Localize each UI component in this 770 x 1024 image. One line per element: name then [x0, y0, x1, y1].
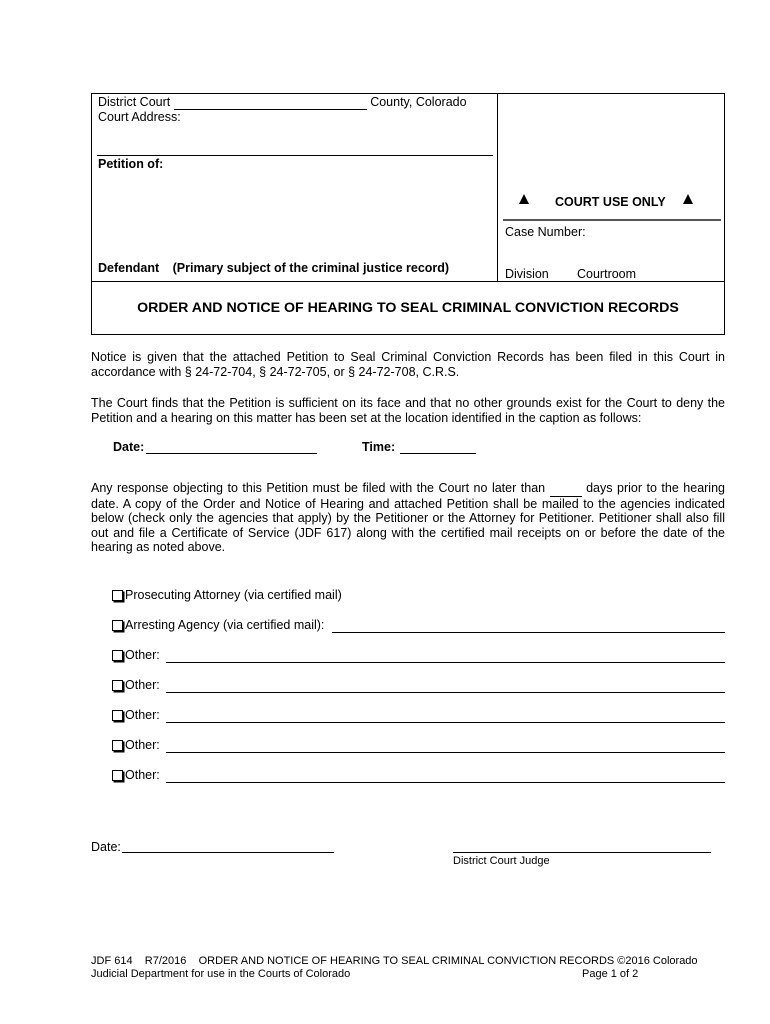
checklist-label: Other: — [125, 678, 160, 692]
other-field-1[interactable] — [166, 662, 725, 663]
arresting-agency-field[interactable] — [332, 632, 725, 633]
signature-date-label: Date: — [91, 840, 121, 854]
other-field-5[interactable] — [166, 782, 725, 783]
courtroom-label: Courtroom — [577, 267, 637, 281]
county-label: County, Colorado — [370, 95, 467, 109]
days-field[interactable] — [550, 481, 582, 497]
case-number-label: Case Number: — [505, 225, 586, 239]
caption-divider — [497, 93, 498, 281]
checklist-label: Other: — [125, 648, 160, 662]
district-court-line — [98, 95, 467, 110]
defendant-note: (Primary subject of the criminal justice record) — [172, 261, 450, 275]
paragraph-findings: The Court finds that the Petition is sufficient on its face and that no other grounds exist for the Court to deny the Petition and a hearing on this matter has been set at the location identified in the caption as follows: — [91, 396, 725, 425]
checklist-label: Other: — [125, 738, 160, 752]
response-text-a: Any response objecting to this Petition must be filed with the Court no later than — [91, 481, 546, 495]
court-address-field[interactable] — [97, 155, 493, 156]
county-field[interactable] — [174, 95, 367, 110]
checklist-label: Other: — [125, 768, 160, 782]
court-use-only-label: COURT USE ONLY — [555, 195, 666, 209]
hearing-date-label: Date: — [113, 440, 145, 454]
response-text-b: days prior to the hearing date. A copy of the Order and Notice of Hearing and attached Petition shall be mailed to the agencies indicated below (check only the agencies that apply) by the Petitioner or the Attorney for Petitioner. Petitioner shall also fill out and file a Certificate of Service (JDF 617) along with the certified mail receipts on or before the date of the hearing as noted above. — [91, 481, 725, 554]
petition-of-label: Petition of: — [98, 157, 164, 171]
checkbox-icon[interactable] — [112, 620, 123, 631]
checkbox-icon[interactable] — [112, 770, 123, 781]
footer-line-1: JDF 614 R7/2016 ORDER AND NOTICE OF HEARING TO SEAL CRIMINAL CONVICTION RECORDS ©2016 Colorado — [91, 955, 698, 967]
checklist-item-other-2[interactable] — [112, 678, 160, 692]
footer-line-2: Judicial Department for use in the Courts of Colorado — [91, 968, 351, 980]
title-divider — [91, 281, 725, 282]
checklist-label: Arresting Agency (via certified mail): — [125, 618, 325, 632]
checklist-label: Prosecuting Attorney (via certified mail) — [125, 588, 342, 602]
judge-signature-line[interactable] — [453, 852, 711, 853]
defendant-line — [98, 261, 449, 275]
hearing-time-field[interactable] — [400, 453, 476, 454]
checklist-item-arresting-agency[interactable] — [112, 618, 324, 632]
hearing-date-field[interactable] — [146, 453, 317, 454]
checkbox-icon[interactable] — [112, 590, 123, 601]
checklist-label: Other: — [125, 708, 160, 722]
other-field-4[interactable] — [166, 752, 725, 753]
page-number: Page 1 of 2 — [582, 968, 639, 980]
district-court-label: District Court — [98, 95, 171, 109]
paragraph-notice: Notice is given that the attached Petition to Seal Criminal Conviction Records has been filed in this Court in accordance with § 24-72-704, § 24-72-705, or § 24-72-708, C.R.S. — [91, 350, 725, 379]
other-field-3[interactable] — [166, 722, 725, 723]
hearing-time-label: Time: — [362, 440, 396, 454]
other-field-2[interactable] — [166, 692, 725, 693]
division-label: Division — [505, 267, 549, 281]
checkbox-icon[interactable] — [112, 710, 123, 721]
court-address-label: Court Address: — [98, 110, 181, 124]
checklist-item-other-4[interactable] — [112, 738, 160, 752]
caption-box — [91, 93, 725, 335]
signature-date-field[interactable] — [122, 852, 334, 853]
checklist-item-other-5[interactable] — [112, 768, 160, 782]
checkbox-icon[interactable] — [112, 650, 123, 661]
triangle-right-icon — [683, 193, 693, 207]
checkbox-icon[interactable] — [112, 740, 123, 751]
court-use-divider — [503, 219, 721, 221]
checklist-item-prosecuting-attorney[interactable] — [112, 588, 342, 602]
triangle-left-icon — [519, 193, 529, 207]
defendant-label: Defendant — [98, 261, 160, 275]
paragraph-response — [91, 481, 725, 555]
checklist-item-other-1[interactable] — [112, 648, 160, 662]
checkbox-icon[interactable] — [112, 680, 123, 691]
document-title: ORDER AND NOTICE OF HEARING TO SEAL CRIMINAL CONVICTION RECORDS — [137, 300, 679, 316]
checklist-item-other-3[interactable] — [112, 708, 160, 722]
judge-label: District Court Judge — [453, 855, 550, 867]
